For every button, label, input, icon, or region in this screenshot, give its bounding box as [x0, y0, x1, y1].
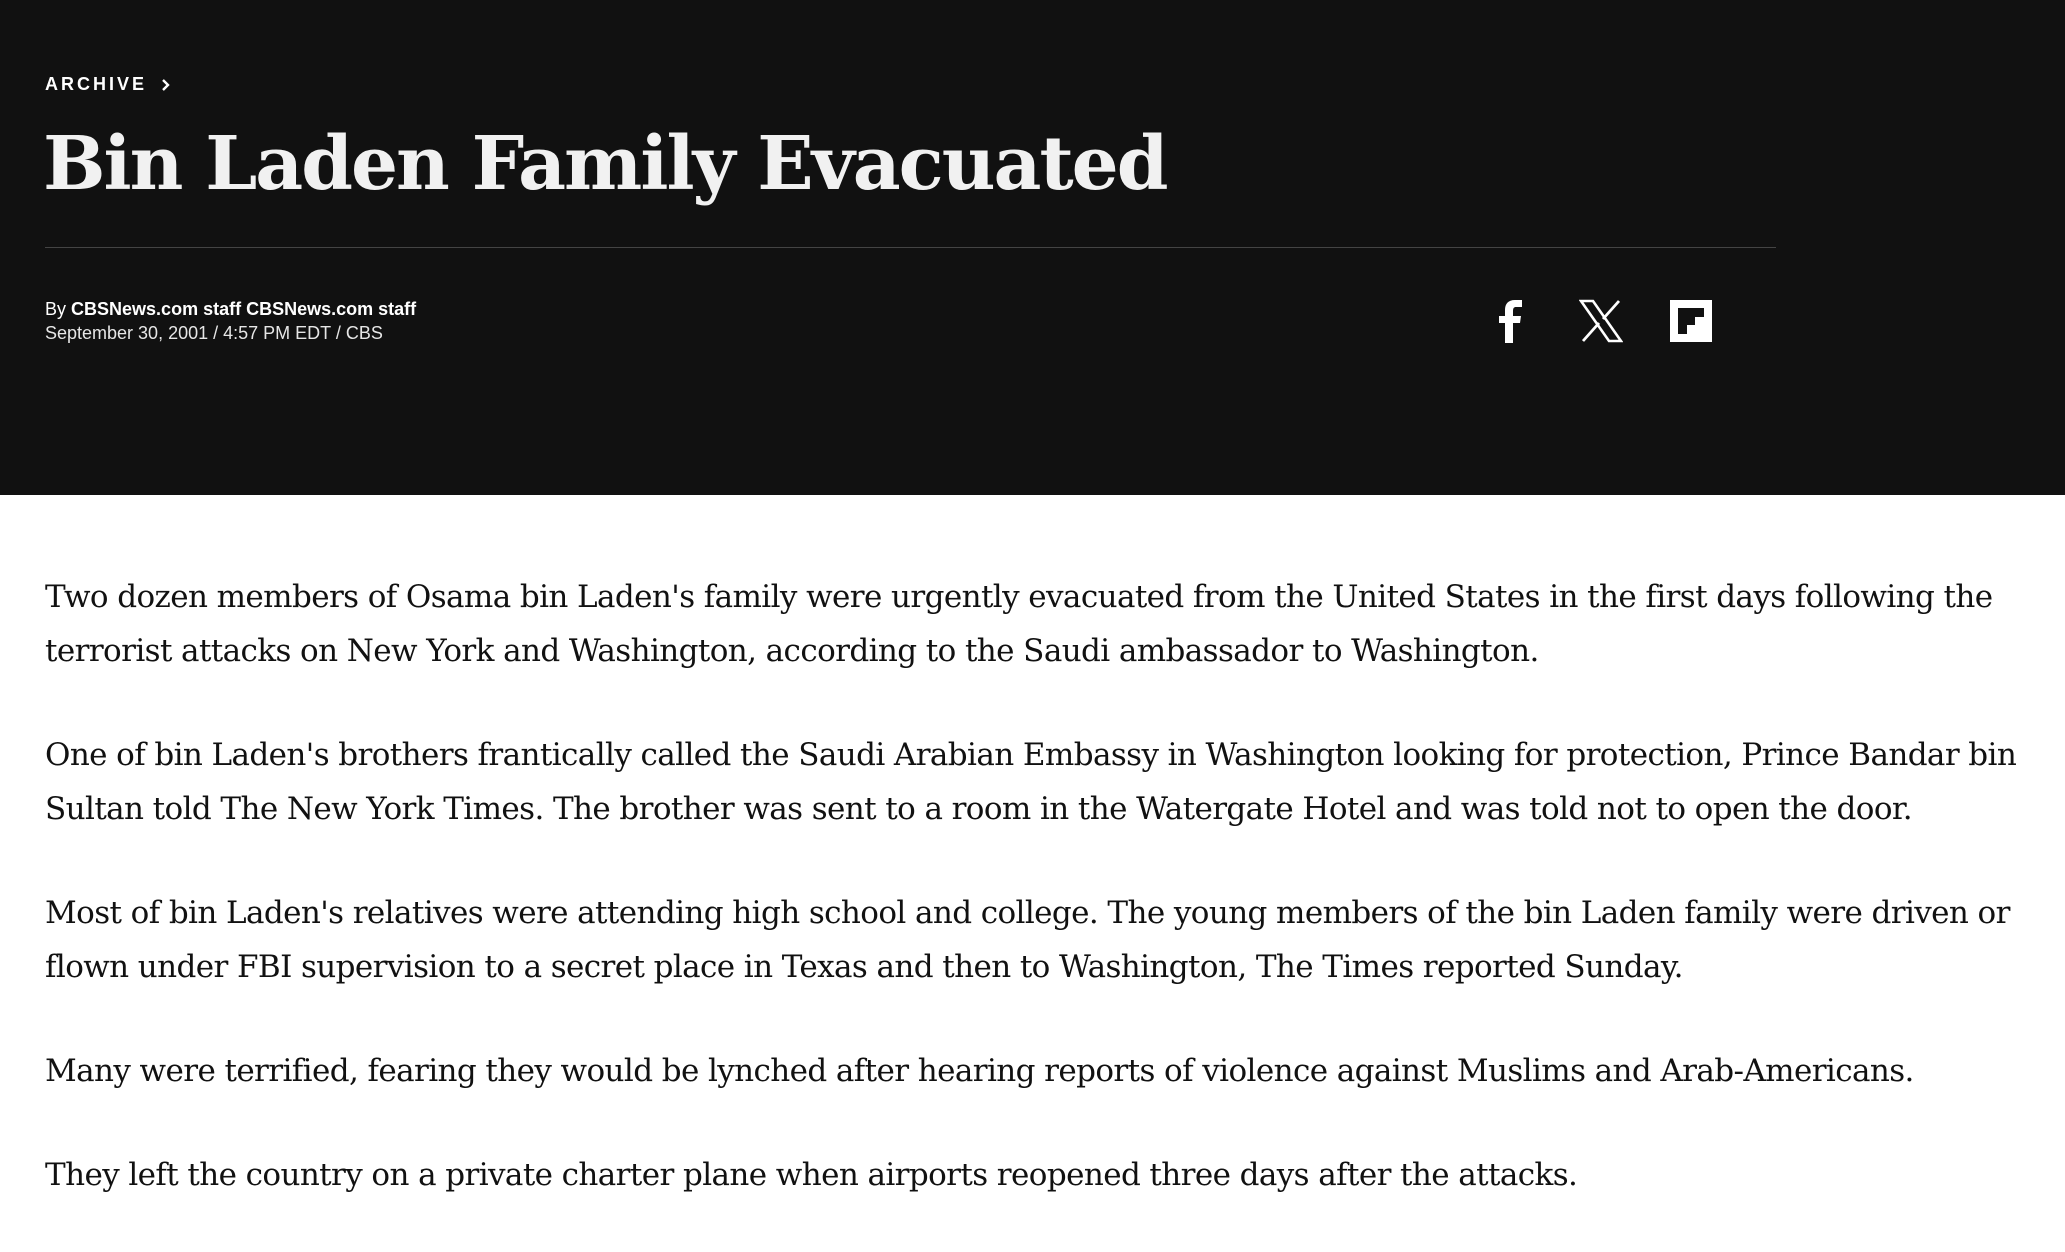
share-flipboard-button[interactable] — [1667, 297, 1715, 345]
share-x-button[interactable] — [1577, 297, 1625, 345]
article-paragraph: Most of bin Laden's relatives were attending high school and college. The young members of the bin Laden family were driven or flown under FBI supervision to a secret place in Texas and then to Washington, The Times reported Sunday. — [45, 895, 2010, 985]
dateline: September 30, 2001 / 4:57 PM EDT / CBS — [45, 323, 383, 343]
breadcrumb-label: ARCHIVE — [45, 74, 148, 94]
article-paragraph: Two dozen members of Osama bin Laden's family were urgently evacuated from the United States in the first days following the terrorist attacks on New York and Washington, according to the Saudi ambassador to Washington. — [45, 579, 1993, 669]
byline-prefix: By — [45, 299, 67, 319]
x-icon — [1579, 299, 1623, 343]
header-divider — [45, 247, 1776, 248]
article-body — [45, 570, 2025, 1252]
flipboard-icon — [1670, 300, 1712, 342]
breadcrumb-archive-link[interactable] — [45, 74, 173, 95]
byline — [45, 297, 416, 321]
facebook-icon — [1496, 299, 1526, 343]
article-paragraph: Many were terrified, fearing they would be lynched after hearing reports of violence against Muslims and Arab-Americans. — [45, 1053, 1914, 1089]
article-header — [0, 0, 2065, 495]
chevron-right-icon — [159, 78, 173, 92]
page-title: Bin Laden Family Evacuated — [43, 121, 1167, 207]
article-paragraph: One of bin Laden's brothers frantically called the Saudi Arabian Embassy in Washington looking for protection, Prince Bandar bin Sultan told The New York Times. The brother was sent to a room in the Watergate Hotel and was told not to open the door. — [45, 737, 2017, 827]
byline-author[interactable]: CBSNews.com staff CBSNews.com staff — [71, 299, 417, 319]
article-paragraph: They left the country on a private charter plane when airports reopened three days after the attacks. — [45, 1157, 1578, 1193]
share-facebook-button[interactable] — [1487, 297, 1535, 345]
